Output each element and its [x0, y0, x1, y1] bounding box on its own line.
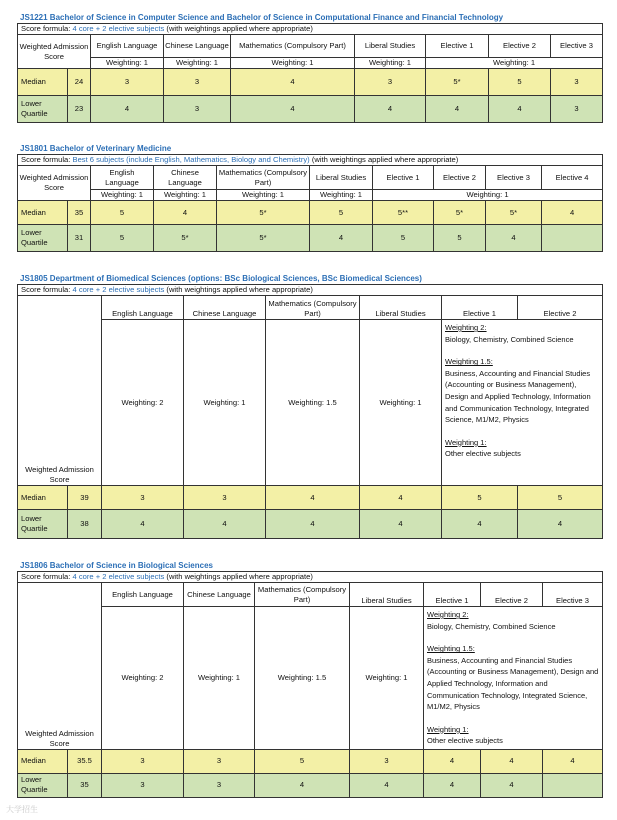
elective-weighting-1-label: Weighting 1:	[427, 724, 469, 734]
lq-value	[542, 225, 603, 252]
lower-quartile-score: 35	[68, 773, 102, 797]
programme-js1221	[0, 12, 617, 123]
lq-value: 4	[442, 510, 518, 539]
programme-js1806	[0, 560, 617, 798]
weighting: Weighting: 1	[350, 607, 424, 750]
programme-js1801	[0, 143, 617, 252]
elective-weightings	[424, 607, 603, 750]
elective-weighting-1-subjects: Other elective subjects	[427, 736, 503, 746]
lq-value: 4	[518, 510, 603, 539]
median-value: 5	[255, 749, 350, 773]
lq-value: 4	[231, 96, 355, 123]
header-chinese: Chinese Language	[184, 296, 266, 320]
header-elective-1: Elective 1	[424, 583, 481, 607]
programme-title: JS1221 Bachelor of Science in Computer Science and Bachelor of Science in Computational Finance and Financial Technology	[20, 13, 504, 22]
elective-weighting-15-subjects: Business, Accounting and Financial Studies (Accounting or Business Management), Design and Applied Technology, Information and Communication Technology, Integrated Science, M1/M2, Physics	[445, 368, 591, 425]
median-value: 4	[231, 69, 355, 96]
lq-value: 4	[489, 96, 551, 123]
median-value: 3	[551, 69, 603, 96]
median-value: 5*	[434, 201, 486, 225]
lq-value: 5*	[154, 225, 217, 252]
median-value: 5*	[486, 201, 542, 225]
programme-title: JS1805 Department of Biomedical Sciences (options: BSc Biological Sciences, BSc Biomedical Sciences)	[20, 274, 422, 283]
elective-weighting-1-subjects: Other elective subjects	[445, 449, 521, 459]
median-value: 5*	[426, 69, 489, 96]
lq-value: 4	[255, 773, 350, 797]
weighting: Weighting: 1	[91, 190, 154, 201]
elective-weighting-15-label: Weighting 1.5:	[427, 644, 475, 654]
lq-value: 4	[310, 225, 373, 252]
weighting: Weighting: 2	[102, 607, 184, 750]
weighting: Weighting: 1	[217, 190, 310, 201]
weighting: Weighting: 1	[360, 320, 442, 486]
programme-title: JS1806 Bachelor of Science in Biological Sciences	[20, 561, 213, 570]
weighting: Weighting: 1	[310, 190, 373, 201]
watermark: 大学招生	[6, 805, 38, 814]
elective-weighting-15-label: Weighting 1.5:	[445, 357, 493, 367]
lower-quartile-label: Lower Quartile	[18, 96, 68, 123]
weighted-score-label: Weighted Admission Score	[18, 35, 91, 69]
lq-value: 5*	[217, 225, 310, 252]
header-elective-3: Elective 3	[543, 583, 603, 607]
header-elective-1: Elective 1	[426, 35, 489, 58]
lq-value: 5	[434, 225, 486, 252]
median-value: 3	[91, 69, 164, 96]
header-elective-3: Elective 3	[486, 166, 542, 190]
median-value: 5**	[373, 201, 434, 225]
elective-weighting-2-subjects: Biology, Chemistry, Combined Science	[445, 334, 574, 344]
header-english: English Language	[91, 166, 154, 190]
lq-value: 4	[91, 96, 164, 123]
elective-weighting-1-label: Weighting 1:	[445, 437, 487, 447]
weighting: Weighting: 1.5	[266, 320, 360, 486]
score-formula: Score formula: 4 core + 2 elective subjects (with weightings applied where appropriate)	[18, 24, 603, 35]
lq-value: 3	[164, 96, 231, 123]
elective-weighting-2-label: Weighting 2:	[445, 323, 487, 332]
median-score: 24	[68, 69, 91, 96]
lower-quartile-score: 38	[68, 510, 102, 539]
median-value: 5	[442, 486, 518, 510]
lq-value: 4	[424, 773, 481, 797]
lq-value: 4	[266, 510, 360, 539]
median-value: 4	[542, 201, 603, 225]
header-maths: Mathematics (Compulsory Part)	[217, 166, 310, 190]
header-elective-1: Elective 1	[373, 166, 434, 190]
lq-value: 5	[373, 225, 434, 252]
score-formula: Score formula: 4 core + 2 elective subjects (with weightings applied where appropriate)	[18, 572, 603, 583]
elective-weighting-15-subjects: Business, Accounting and Financial Studies (Accounting or Business Management), Design and Applied Technology, Information and Communication Technology, Integrated Science, M1/M2, Physics	[427, 655, 599, 712]
lq-value: 3	[102, 773, 184, 797]
median-value: 4	[481, 749, 543, 773]
header-elective-4: Elective 4	[542, 166, 603, 190]
header-elective-1: Elective 1	[442, 296, 518, 320]
median-value: 3	[355, 69, 426, 96]
elective-weightings	[442, 320, 603, 486]
elective-weighting-2-subjects: Biology, Chemistry, Combined Science	[427, 621, 556, 631]
median-value: 3	[102, 749, 184, 773]
weighting: Weighting: 2	[102, 320, 184, 486]
lq-value: 4	[102, 510, 184, 539]
weighting: Weighting: 1	[154, 190, 217, 201]
header-elective-2: Elective 2	[518, 296, 603, 320]
median-label: Median	[18, 69, 68, 96]
header-english: English Language	[102, 583, 184, 607]
median-score: 35.5	[68, 749, 102, 773]
median-value: 3	[102, 486, 184, 510]
median-score: 35	[68, 201, 91, 225]
median-value: 4	[543, 749, 603, 773]
lower-quartile-score: 31	[68, 225, 91, 252]
weighted-score-label: Weighted Admission Score	[18, 296, 102, 486]
median-value: 5	[91, 201, 154, 225]
lq-value: 5	[91, 225, 154, 252]
lower-quartile-label: Lower Quartile	[18, 773, 68, 797]
header-ls: Liberal Studies	[310, 166, 373, 190]
header-chinese: Chinese Language	[164, 35, 231, 58]
score-table	[17, 571, 603, 798]
header-ls: Liberal Studies	[360, 296, 442, 320]
lq-value: 4	[486, 225, 542, 252]
header-elective-2: Elective 2	[434, 166, 486, 190]
weighted-score-label: Weighted Admission Score	[18, 583, 102, 750]
header-ls: Liberal Studies	[350, 583, 424, 607]
median-value: 4	[360, 486, 442, 510]
header-english: English Language	[102, 296, 184, 320]
lq-value: 4	[481, 773, 543, 797]
lq-value: 4	[350, 773, 424, 797]
lq-value: 4	[360, 510, 442, 539]
median-label: Median	[18, 201, 68, 225]
median-value: 3	[164, 69, 231, 96]
weighting: Weighting: 1	[164, 58, 231, 69]
weighted-score-label: Weighted Admission Score	[18, 166, 91, 201]
weighting: Weighting: 1	[373, 190, 603, 201]
lower-quartile-label: Lower Quartile	[18, 225, 68, 252]
median-value: 5	[310, 201, 373, 225]
median-value: 3	[184, 486, 266, 510]
median-score: 39	[68, 486, 102, 510]
weighting: Weighting: 1	[426, 58, 603, 69]
header-maths: Mathematics (Compulsory Part)	[266, 296, 360, 320]
programme-title: JS1801 Bachelor of Veterinary Medicine	[20, 144, 172, 153]
header-english: English Language	[91, 35, 164, 58]
header-chinese: Chinese Language	[184, 583, 255, 607]
header-maths: Mathematics (Compulsory Part)	[255, 583, 350, 607]
lq-value: 4	[355, 96, 426, 123]
median-value: 5*	[217, 201, 310, 225]
lq-value: 4	[426, 96, 489, 123]
header-chinese: Chinese Language	[154, 166, 217, 190]
lq-value: 4	[184, 510, 266, 539]
lq-value: 3	[551, 96, 603, 123]
median-label: Median	[18, 486, 68, 510]
score-table	[17, 23, 603, 123]
weighting: Weighting: 1	[91, 58, 164, 69]
lq-value: 3	[184, 773, 255, 797]
weighting: Weighting: 1	[184, 607, 255, 750]
median-value: 5	[518, 486, 603, 510]
median-value: 4	[424, 749, 481, 773]
header-elective-3: Elective 3	[551, 35, 603, 58]
weighting: Weighting: 1.5	[255, 607, 350, 750]
lower-quartile-label: Lower Quartile	[18, 510, 68, 539]
score-formula: Score formula: Best 6 subjects (include English, Mathematics, Biology and Chemistry) (with weightings applied where appropriate)	[18, 155, 603, 166]
score-table	[17, 284, 603, 539]
weighting: Weighting: 1	[355, 58, 426, 69]
header-elective-2: Elective 2	[481, 583, 543, 607]
weighting: Weighting: 1	[184, 320, 266, 486]
median-value: 3	[184, 749, 255, 773]
median-value: 3	[350, 749, 424, 773]
header-ls: Liberal Studies	[355, 35, 426, 58]
lower-quartile-score: 23	[68, 96, 91, 123]
programme-js1805	[0, 273, 617, 539]
median-value: 4	[154, 201, 217, 225]
elective-weighting-2-label: Weighting 2:	[427, 610, 469, 619]
lq-value	[543, 773, 603, 797]
median-value: 4	[266, 486, 360, 510]
header-elective-2: Elective 2	[489, 35, 551, 58]
median-label: Median	[18, 749, 68, 773]
median-value: 5	[489, 69, 551, 96]
header-maths: Mathematics (Compulsory Part)	[231, 35, 355, 58]
weighting: Weighting: 1	[231, 58, 355, 69]
score-formula: Score formula: 4 core + 2 elective subjects (with weightings applied where appropriate)	[18, 285, 603, 296]
score-table	[17, 154, 603, 252]
